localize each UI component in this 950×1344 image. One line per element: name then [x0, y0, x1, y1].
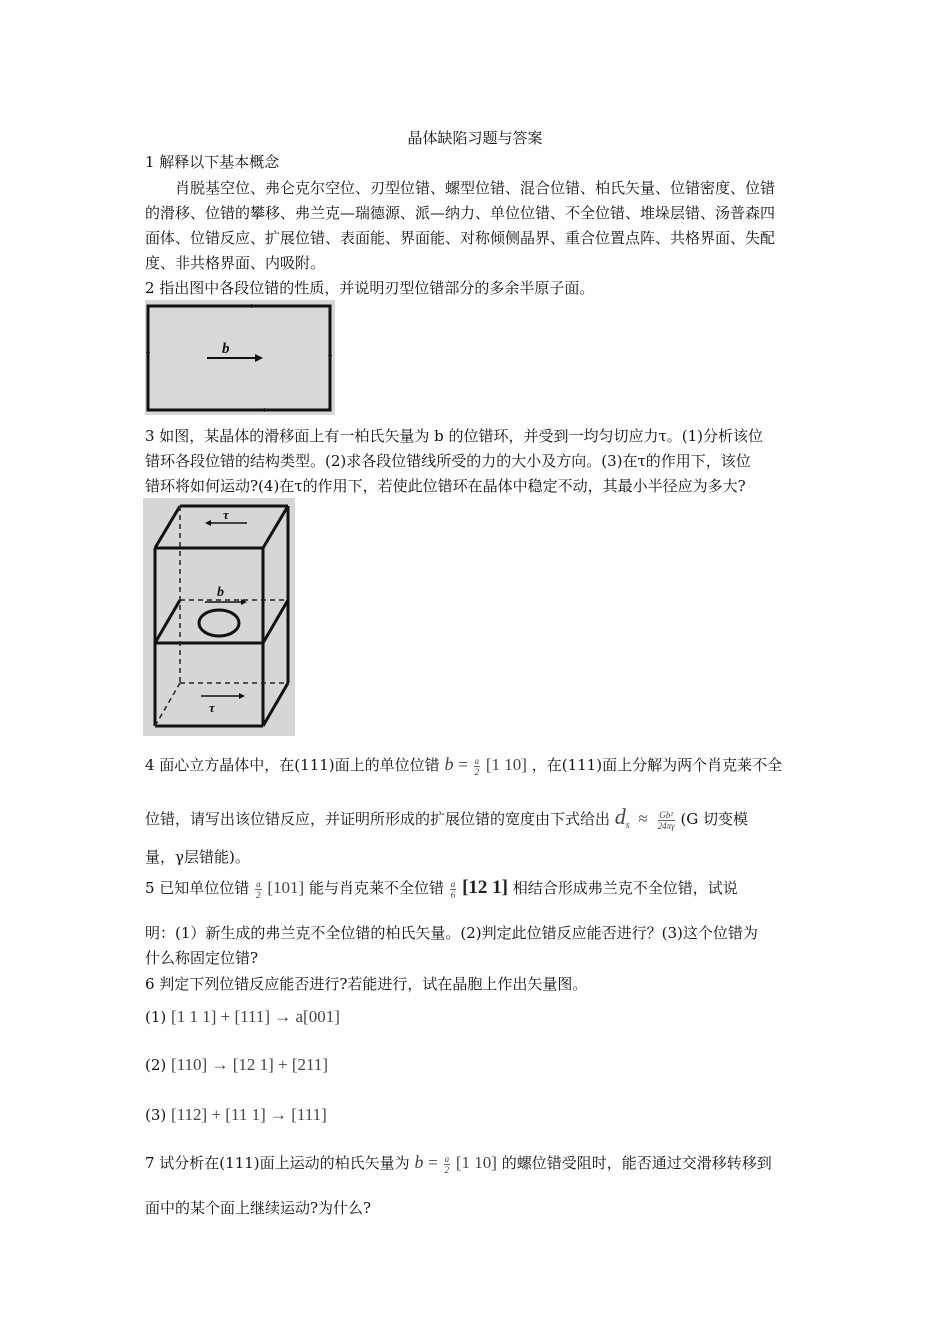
figure-tau-top-label: τ [223, 507, 229, 522]
figure-b-label: b [217, 585, 224, 600]
question-2-text: 2 指出图中各段位错的性质，并说明刃型位错部分的多余半原子面。 [145, 279, 595, 297]
figure-dislocation-rectangle [145, 300, 335, 415]
question-4-line [145, 752, 782, 777]
reaction-row [145, 1053, 328, 1077]
formula-d: d [614, 804, 626, 829]
figure-tau-bottom-label: τ [209, 700, 215, 715]
reaction-label: (2) [145, 1056, 167, 1074]
question-1-heading: 1 解释以下基本概念 [145, 153, 280, 171]
question-4-text: 位错，请写出该位错反应，并证明所形成的扩展位错的宽度由下式给出 [145, 810, 611, 828]
figure-b-label: b [222, 341, 230, 357]
formula-d-sub: s [625, 820, 630, 831]
question-5-line: 明：(1）新生成的弗兰克不全位错的柏氏矢量。(2)判定此位错反应能否进行？(3)这个位错为 [145, 924, 758, 942]
burgers-vector: [1 10] [485, 755, 527, 774]
fraction-a-over-6: $\frac{a}{6}$ [450, 878, 456, 900]
question-4-text: ，在(111)面上分解为两个肖克莱不全 [531, 756, 783, 774]
question-5-line [145, 876, 738, 900]
fraction-gb2: $\frac{\text{Gb²}}{24\pi\gamma}$ [657, 809, 675, 831]
question-7-line [145, 1150, 772, 1175]
question-5-line: 什么称固定位错? [145, 949, 259, 967]
burgers-vector: [101] [267, 878, 305, 897]
reaction-3: [112] + [11 1] → [111] [171, 1105, 327, 1124]
question-5-text: 5 已知单位位错 [145, 879, 250, 897]
question-4-text: 4 面心立方晶体中，在(111)面上的单位位错 [145, 756, 440, 774]
question-3-line: 3 如图，某晶体的滑移面上有一柏氏矢量为 b 的位错环，并受到一均匀切应力τ。(1)分析该位 [145, 427, 763, 445]
question-1-line: 度、非共格界面、内吸附。 [145, 254, 326, 272]
formula-equals: = [458, 755, 468, 774]
question-1-line: 面体、位错反应、扩展位错、表面能、界面能、对称倾侧晶界、重合位置点阵、共格界面、失配 [145, 229, 776, 247]
reaction-row [145, 1103, 327, 1127]
question-7-text: 的螺位错受阻时，能否通过交滑移转移到 [501, 1154, 772, 1172]
question-7-line [145, 1196, 371, 1220]
question-1-line: 肖脱基空位、弗仑克尔空位、刃型位错、螺型位错、混合位错、柏氏矢量、位错密度、位错 [175, 179, 776, 197]
burgers-vector: [1 10] [455, 1153, 497, 1172]
question-1-line: 的滑移、位错的攀移、弗兰克—瑞德源、派—纳力、单位位错、不全位错、堆垛层错、汤普森四 [145, 204, 776, 222]
figure-crystal-box [143, 498, 295, 736]
fraction-a-over-2: $\frac{a}{2}$ [256, 878, 261, 900]
formula-equals: = [428, 1153, 438, 1172]
question-3-line: 错环将如何运动?(4)在τ的作用下，若使此位错环在晶体中稳定不动，其最小半径应为多大? [145, 477, 746, 495]
formula-approx: ≈ [638, 809, 648, 828]
question-5-text: 相结合形成弗兰克不全位错，试说 [512, 879, 738, 897]
question-4-text: (G 切变模 [680, 810, 749, 828]
question-5-text: 能与肖克莱不全位错 [308, 879, 444, 897]
question-4-line [145, 805, 748, 838]
question-6-heading: 6 判定下列位错反应能否进行?若能进行，试在晶胞上作出矢量图。 [145, 975, 588, 993]
fraction-a-over-2: $\frac{a}{2}$ [474, 755, 480, 777]
reaction-label: (1) [145, 1008, 167, 1026]
fraction-a-over-2: $\frac{a}{2}$ [444, 1153, 450, 1175]
reaction-2: [110] → [12 1] + [211] [171, 1055, 329, 1074]
formula-b: b [444, 754, 454, 774]
formula-b: b [414, 1152, 424, 1172]
question-3-line: 错环各段位错的结构类型。(2)求各段位错线所受的力的大小及方向。(3)在τ的作用下，该位 [145, 452, 751, 470]
reaction-row [145, 1005, 340, 1029]
page-title: 晶体缺陷习题与答案 [407, 129, 543, 147]
question-7-text: 面中的某个面上继续运动?为什么? [145, 1199, 372, 1217]
question-4-line: 量，γ层错能)。 [145, 848, 250, 866]
reaction-1: [1 1 1] + [111] → a[001] [171, 1007, 340, 1026]
burgers-vector: [12 1] [462, 877, 508, 898]
reaction-label: (3) [145, 1106, 167, 1124]
question-7-text: 7 试分析在(111)面上运动的柏氏矢量为 [145, 1154, 410, 1172]
